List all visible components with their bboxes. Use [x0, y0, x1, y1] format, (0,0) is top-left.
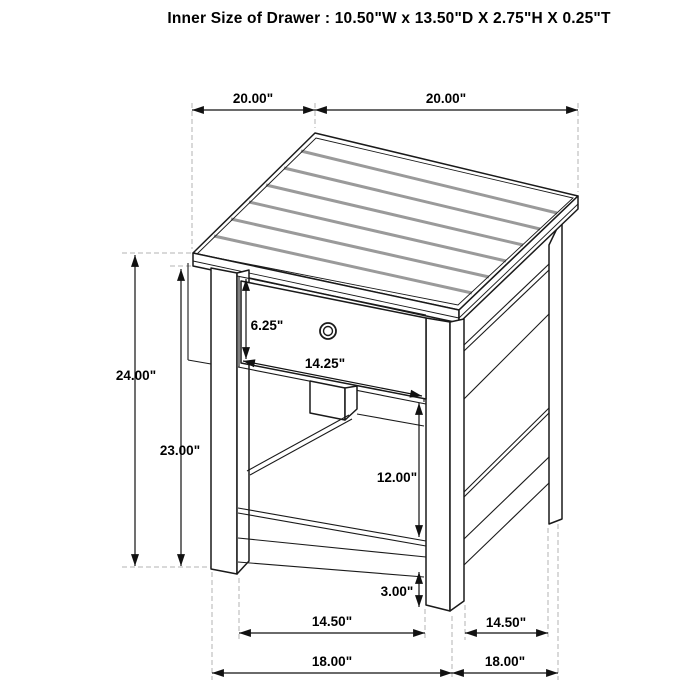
dim-shelf-opening-height	[377, 403, 419, 537]
dim-overall-height	[116, 255, 156, 566]
page-title: Inner Size of Drawer : 10.50"W x 13.50"D X 2.75"H X 0.25"T	[167, 10, 611, 27]
dim-label-front-outer-span: 18.00"	[311, 654, 353, 669]
dim-label-foot-clearance: 3.00"	[380, 584, 414, 599]
dim-under-top-height	[160, 269, 200, 566]
dim-label-side-outer-span: 18.00"	[484, 654, 526, 669]
dim-label-under-top-height: 23.00"	[159, 443, 201, 458]
front-right-leg	[426, 318, 464, 611]
dim-label-top-right-span: 20.00"	[425, 91, 467, 106]
dim-front-outer-span	[212, 654, 452, 673]
left-side-panel-edge	[188, 263, 211, 364]
dim-label-drawer-front-height: 6.25"	[250, 318, 284, 333]
dim-top-right-span	[315, 91, 578, 110]
dim-label-front-inner-leg-span: 14.50"	[311, 614, 353, 629]
end-table-drawing	[188, 133, 578, 611]
dim-side-outer-span	[452, 654, 558, 673]
dim-top-left-span	[192, 91, 315, 110]
rear-right-leg	[549, 218, 562, 524]
right-side-panel	[464, 264, 549, 565]
dim-label-drawer-front-width: 14.25"	[304, 356, 346, 371]
dim-label-overall-height: 24.00"	[115, 368, 157, 383]
dim-foot-clearance	[381, 572, 419, 607]
lower-shelf	[238, 508, 426, 577]
dim-label-top-left-span: 20.00"	[232, 91, 274, 106]
dim-side-inner-leg-span	[465, 615, 548, 633]
drawer-ring-pull	[320, 323, 336, 339]
shelf-interior-lines	[247, 414, 424, 475]
dim-front-inner-leg-span	[239, 614, 425, 633]
center-support-block	[310, 381, 357, 420]
dim-label-shelf-opening-height: 12.00"	[376, 470, 418, 485]
dim-label-side-inner-leg-span: 14.50"	[485, 615, 527, 630]
